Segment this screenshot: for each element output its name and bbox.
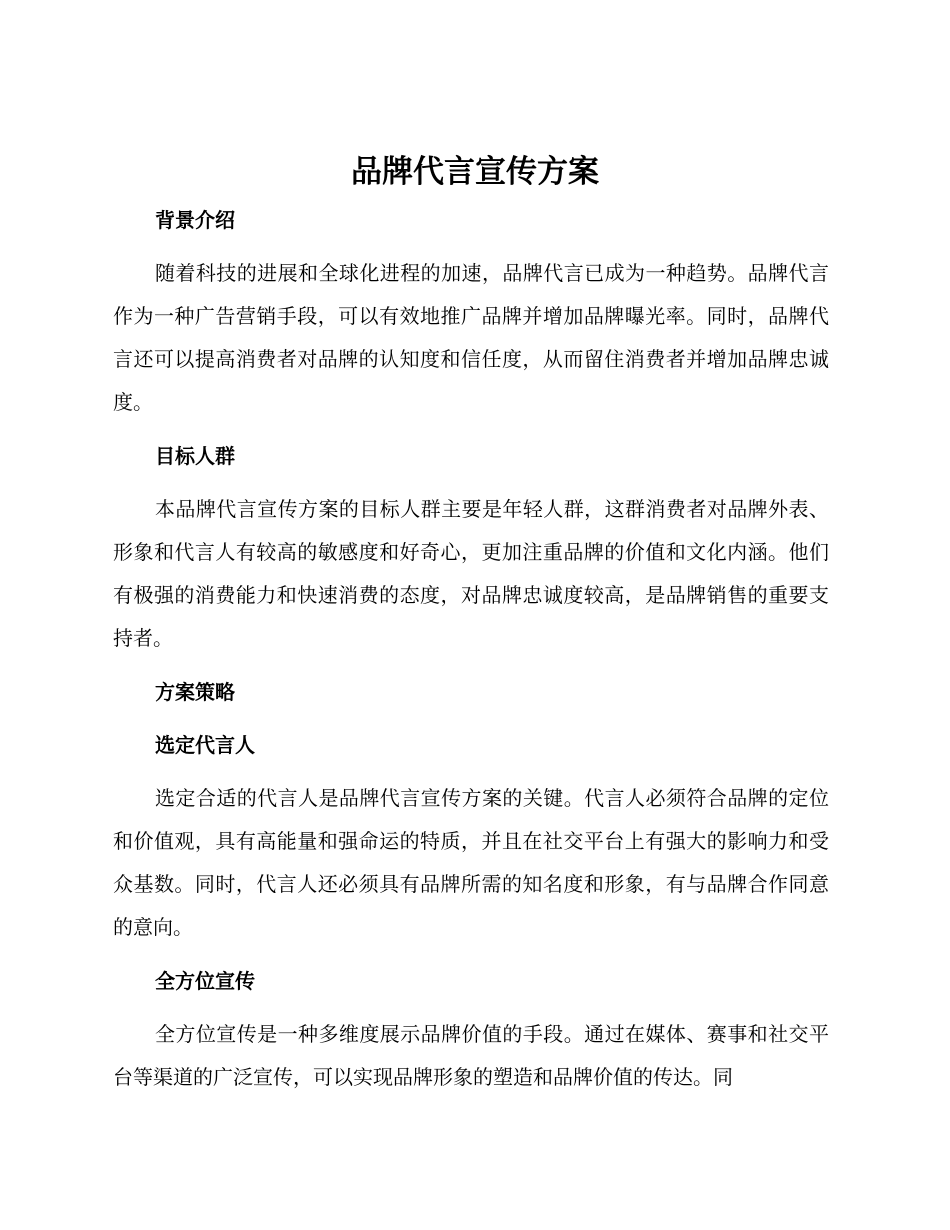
spacer xyxy=(113,1003,829,1013)
paragraph-background: 随着科技的进展和全球化进程的加速，品牌代言已成为一种趋势。品牌代言作为一种广告营销手段，可以有效地推广品牌并增加品牌曝光率。同时，品牌代言还可以提高消费者对品牌的认知度和信任度，从而留住消费者并增加品牌忠诚度。 xyxy=(113,261,829,414)
document-body xyxy=(113,199,829,1099)
spacer xyxy=(113,242,829,252)
section-heading-background: 背景介绍 xyxy=(155,208,235,232)
spacer xyxy=(113,767,829,777)
document-title: 品牌代言宣传方案 xyxy=(351,154,599,190)
section-heading-strategy: 方案策略 xyxy=(155,680,235,704)
spacer xyxy=(113,949,829,960)
paragraph-omni-promotion: 全方位宣传是一种多维度展示品牌价值的手段。通过在媒体、赛事和社交平台等渠道的广泛宣传，可以实现品牌形象的塑造和品牌价值的传达。同 xyxy=(113,1022,829,1089)
spacer xyxy=(113,424,829,435)
spacer xyxy=(113,478,829,488)
paragraph-spokesperson: 选定合适的代言人是品牌代言宣传方案的关键。代言人必须符合品牌的定位和价值观，具有高能量和强命运的特质，并且在社交平台上有强大的影响力和受众基数。同时，代言人还必须具有品牌所需的知名度和形象，有与品牌合作同意的意向。 xyxy=(113,786,829,939)
section-heading-spokesperson: 选定代言人 xyxy=(155,733,255,757)
section-heading-omni-promotion: 全方位宣传 xyxy=(155,969,255,993)
paragraph-audience: 本品牌代言宣传方案的目标人群主要是年轻人群，这群消费者对品牌外表、形象和代言人有较高的敏感度和好奇心，更加注重品牌的价值和文化内涵。他们有极强的消费能力和快速消费的态度，对品牌忠诚度较高，是品牌销售的重要支持者。 xyxy=(113,497,829,650)
spacer xyxy=(113,714,829,724)
spacer xyxy=(113,660,829,671)
section-heading-audience: 目标人群 xyxy=(155,444,235,468)
